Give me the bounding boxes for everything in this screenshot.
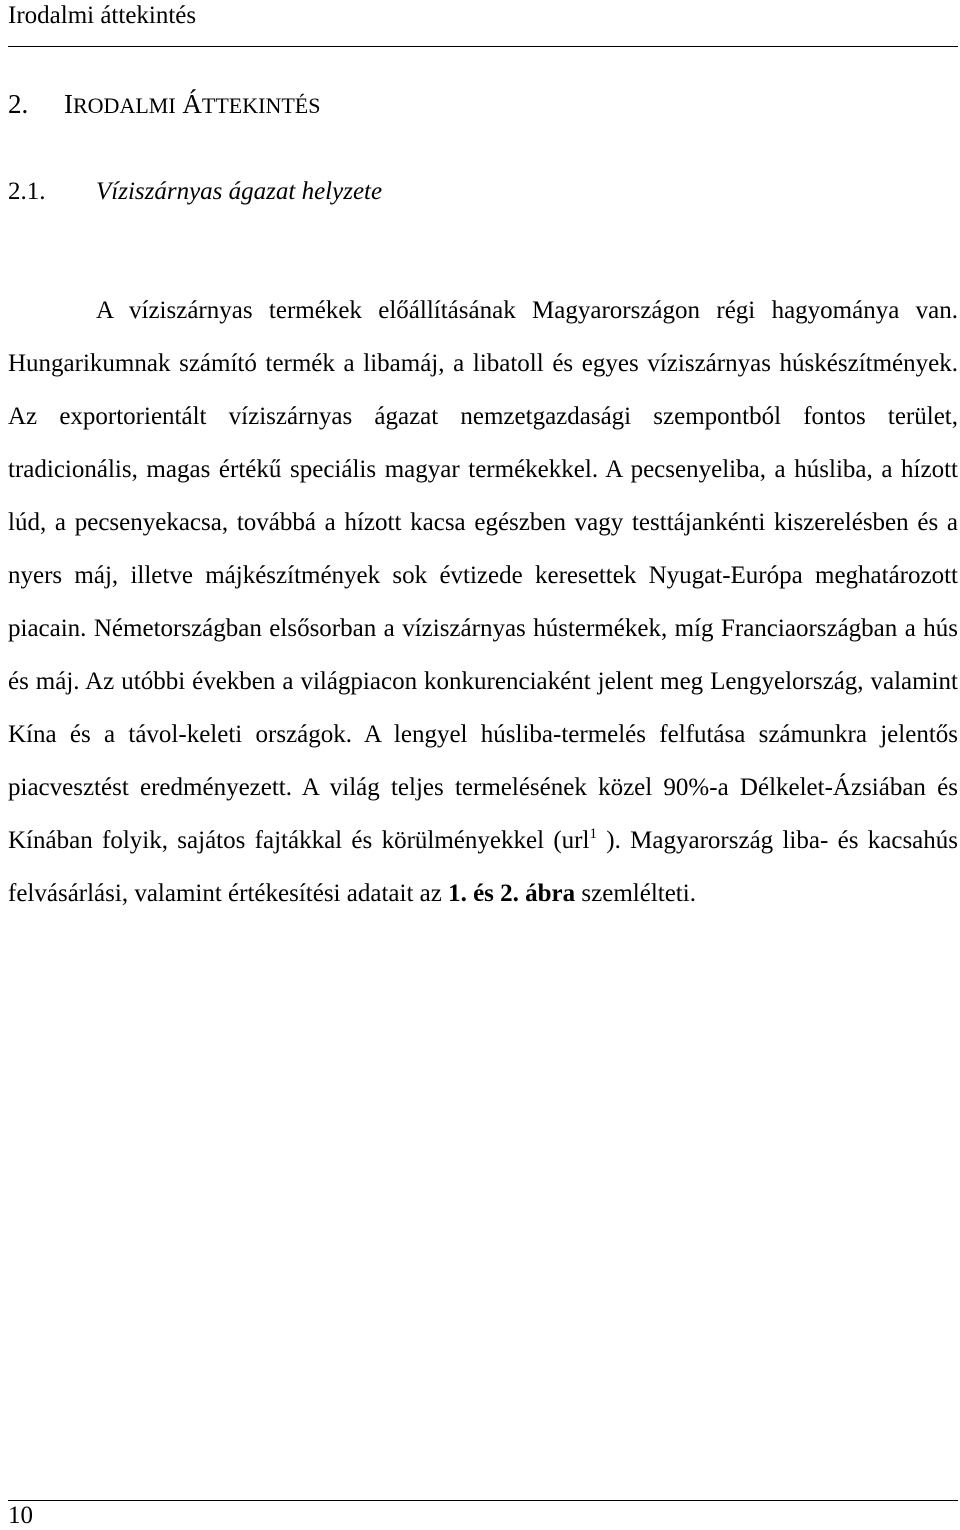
chapter-title xyxy=(8,84,320,126)
body-paragraph xyxy=(8,284,958,920)
body-text-end: szemlélteti. xyxy=(575,880,696,907)
chapter-title-word2-cap: Á xyxy=(182,89,202,119)
chapter-title-word1-rest: RODALMI xyxy=(73,93,176,118)
body-text-main: A víziszárnyas termékek előállításának Magyarországon régi hagyománya van. Hungarikumnak számító termék a libamáj, a libatoll és egyes víziszárnyas húskészítmények. Az exportorientált víziszárnyas ágazat nemzetgazdasági szempontból fontos terület, tradicionális, magas értékű speciális magyar termékekkel. A pecsenyeliba, a húsliba, a hízott lúd, a pecsenyekacsa, továbbá a hízott kacsa egészben vagy testtájankénti kiszerelésben és a nyers máj, illetve májkészítmények sok évtizede keresettek Nyugat-Európa meghatározott piacain. Németországban elsősorban a víziszárnyas hústermékek, míg Franciaországban a hús és máj. Az utóbbi években a világpiacon konkurenciaként jelent meg Lengyelország, valamint Kína és a távol-keleti országok. A lengyel húsliba-termelés felfutása számunkra jelentős piacvesztést eredményezett. A világ teljes termelésének közel 90%-a Délkelet-Ázsiában és Kínában folyik, sajátos fajtákkal és körülményekkel (url xyxy=(8,297,958,854)
page-number: 10 xyxy=(8,1502,33,1529)
chapter-number: 2. xyxy=(8,89,29,119)
header-rule xyxy=(8,46,958,47)
reference-superscript: 1 xyxy=(589,826,597,842)
chapter-title-word2-rest: TTEKINTÉS xyxy=(201,93,321,118)
figure-reference: 1. és 2. ábra xyxy=(448,880,576,907)
chapter-title-word1-cap: I xyxy=(64,89,73,119)
running-header: Irodalmi áttekintés xyxy=(8,2,197,29)
footer-rule xyxy=(8,1500,958,1501)
section-title xyxy=(8,172,382,212)
body-text-after-ref: ). Magyarország liba- és kacsahús felvásárlási, valamint értékesítési adatait az xyxy=(8,827,959,907)
section-number: 2.1. xyxy=(8,178,46,205)
section-title-text: Víziszárnyas ágazat helyzete xyxy=(96,178,383,205)
